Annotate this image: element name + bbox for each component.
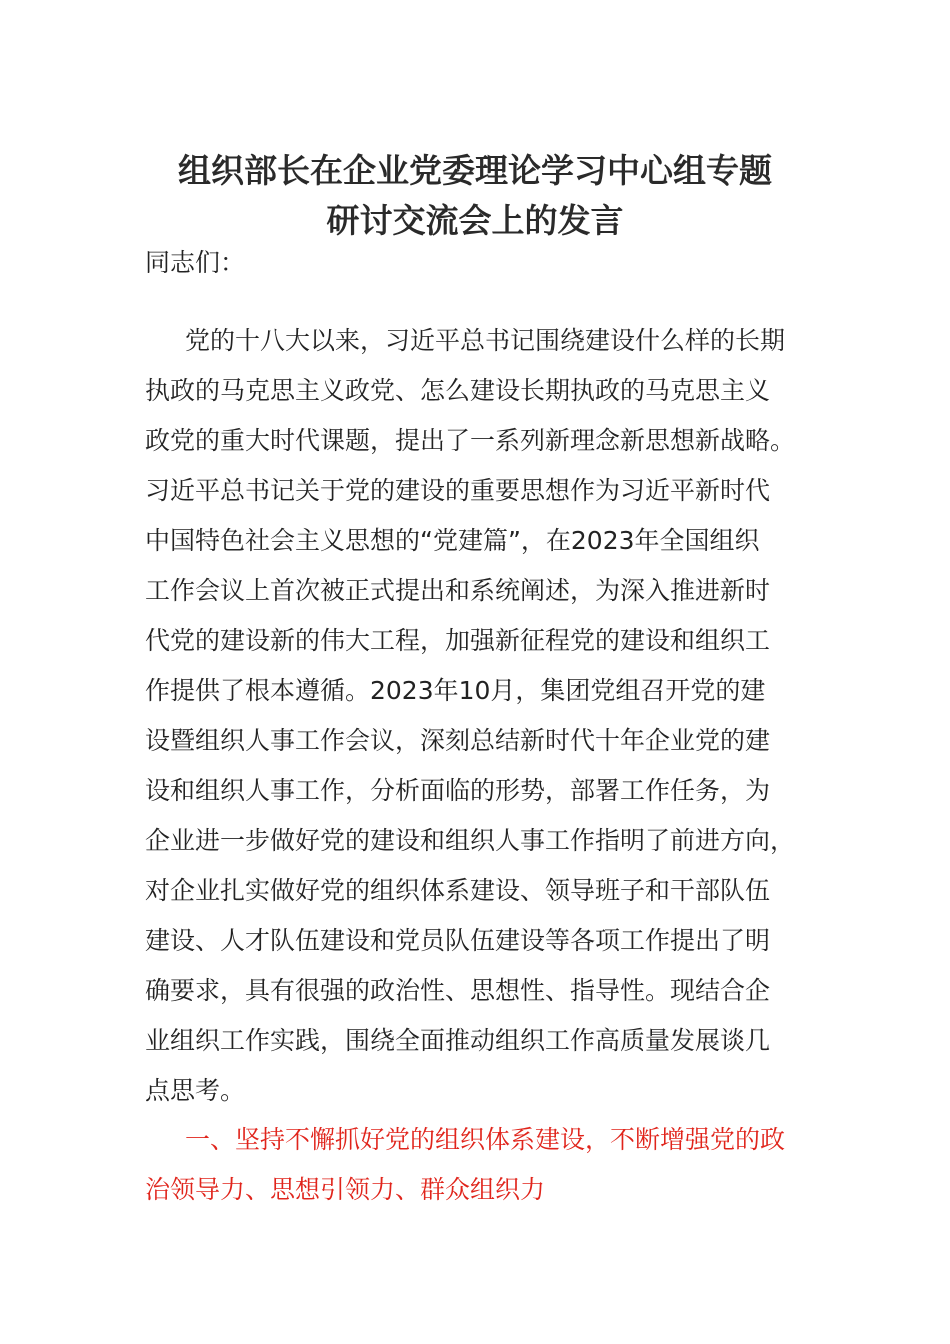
- paragraph-line: 习近平总书记关于党的建设的重要思想作为习近平新时代: [145, 476, 771, 505]
- paragraph-line: 建设、人才队伍建设和党员队伍建设等各项工作提出了明: [145, 926, 771, 955]
- paragraph-line: 党的十八大以来，习近平总书记围绕建设什么样的长期: [185, 326, 786, 355]
- title-line-2: 研讨交流会上的发言: [326, 201, 624, 240]
- paragraph-line: 执政的马克思主义政党、怎么建设长期执政的马克思主义: [145, 376, 771, 405]
- paragraph-line: 企业进一步做好党的建设和组织人事工作指明了前进方向，: [145, 826, 796, 855]
- paragraph-line: 作提供了根本遵循。2023年10月，集团党组召开党的建: [145, 676, 766, 705]
- section-heading-line: 治领导力、思想引领力、群众组织力: [145, 1175, 546, 1204]
- paragraph-line: 对企业扎实做好党的组织体系建设、领导班子和干部队伍: [145, 876, 771, 905]
- paragraph-line: 中国特色社会主义思想的“党建篇”，在2023年全国组织: [145, 526, 760, 555]
- paragraph-line: 代党的建设新的伟大工程，加强新征程党的建设和组织工: [145, 626, 771, 655]
- paragraph-line: 确要求，具有很强的政治性、思想性、指导性。现结合企: [145, 976, 771, 1005]
- paragraph-line: 业组织工作实践，围绕全面推动组织工作高质量发展谈几: [145, 1026, 771, 1055]
- paragraph-line: 政党的重大时代课题，提出了一系列新理念新思想新战略。: [145, 426, 796, 455]
- intro-paragraph: [145, 316, 815, 1116]
- paragraph-line: 设暨组织人事工作会议，深刻总结新时代十年企业党的建: [145, 726, 771, 755]
- title-line-1: 组织部长在企业党委理论学习中心组专题: [178, 151, 772, 190]
- paragraph-line: 设和组织人事工作，分析面临的形势，部署工作任务，为: [145, 776, 771, 805]
- salutation: 同志们：: [145, 248, 246, 277]
- section-heading-1: [145, 1115, 815, 1215]
- paragraph-line: 工作会议上首次被正式提出和系统阐述，为深入推进新时: [145, 576, 771, 605]
- document-title: [0, 146, 950, 246]
- paragraph-line: 点思考。: [145, 1076, 246, 1105]
- section-heading-line: 一、坚持不懈抓好党的组织体系建设，不断增强党的政: [185, 1125, 786, 1154]
